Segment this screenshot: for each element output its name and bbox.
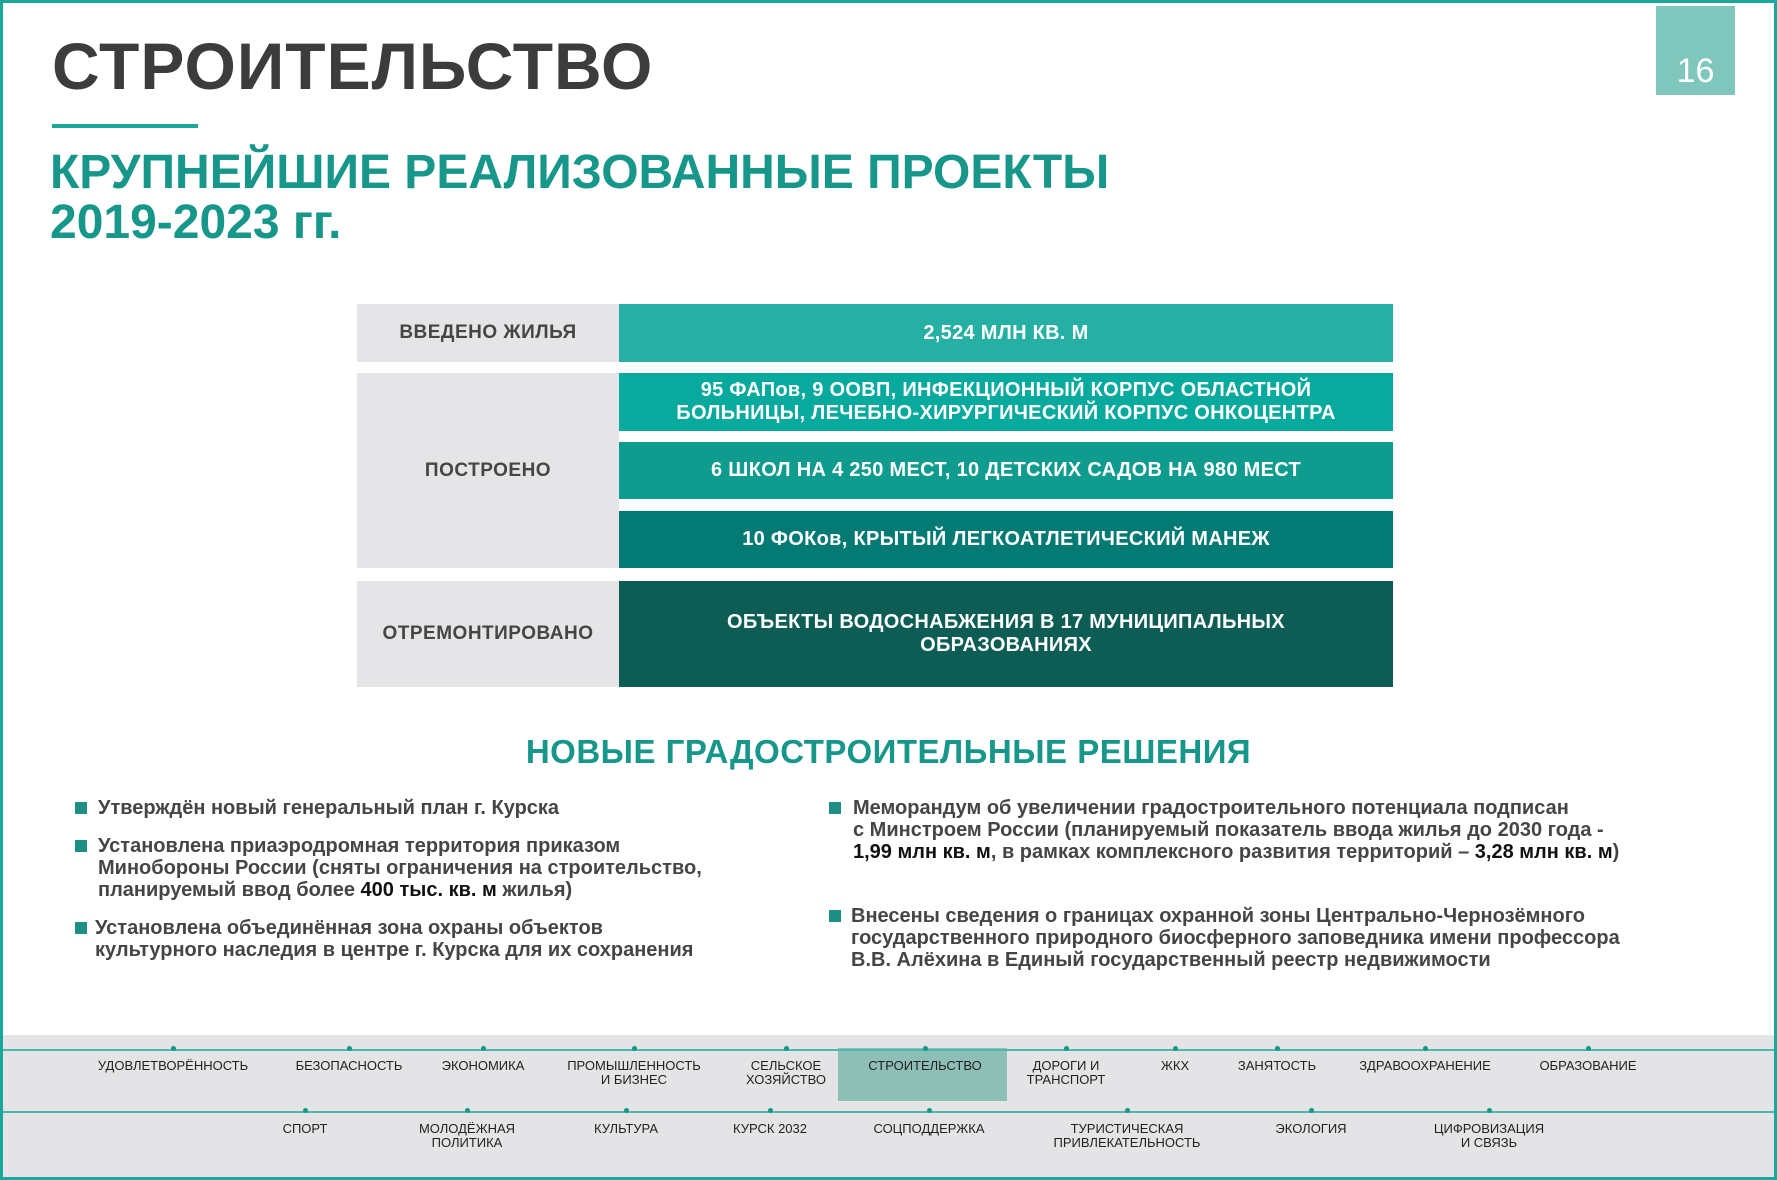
nav-dot <box>1275 1046 1280 1051</box>
nav-item-bottom-0[interactable]: СПОРТ <box>282 1121 328 1136</box>
right-bullet-list <box>829 797 1769 971</box>
nav-item-bottom-4[interactable]: СОЦПОДДЕРЖКА <box>873 1121 985 1136</box>
nav-dot <box>927 1108 932 1113</box>
bullet-square-icon <box>829 910 841 922</box>
row-label-housing: ВВЕДЕНО ЖИЛЬЯ <box>357 304 619 362</box>
nav-item-bottom-3[interactable]: КУРСК 2032 <box>733 1121 807 1136</box>
bullet-square-icon <box>75 802 87 814</box>
bullet-square-icon <box>75 840 87 852</box>
nav-line-bottom <box>3 1111 1774 1113</box>
medical-line-2: БОЛЬНИЦЫ, ЛЕЧЕБНО-ХИРУРГИЧЕСКИЙ КОРПУС ОНКОЦЕНТРА <box>676 402 1336 424</box>
nav-dot <box>1423 1046 1428 1051</box>
nav-item-bottom-6[interactable]: ЭКОЛОГИЯ <box>1275 1121 1347 1136</box>
row-value-medical <box>619 373 1393 431</box>
nav-line-top <box>3 1049 1774 1051</box>
bullet-square-icon <box>829 802 841 814</box>
nav-item-top-0[interactable]: УДОВЛЕТВОРЁННОСТЬ <box>97 1058 249 1073</box>
row-value-housing: 2,524 МЛН КВ. М <box>619 304 1393 362</box>
repaired-line-1: ОБЪЕКТЫ ВОДОСНАБЖЕНИЯ В 17 МУНИЦИПАЛЬНЫХ <box>727 611 1285 633</box>
bullet-general-plan: Утверждён новый генеральный план г. Курска <box>75 797 815 819</box>
nav-dot <box>171 1046 176 1051</box>
bullet-aerodrome: Установлена приаэродромная территория приказом Минобороны России (сняты ограничения на строительство, планируемый ввод более 400 тыс. кв. м жилья) <box>75 835 815 901</box>
title-underline <box>52 124 198 128</box>
nav-item-top-7[interactable]: ЖКХ <box>1160 1058 1190 1073</box>
nav-dot <box>1173 1046 1178 1051</box>
nav-item-top-2[interactable]: ЭКОНОМИКА <box>441 1058 525 1073</box>
nav-dot <box>347 1046 352 1051</box>
nav-item-bottom-5[interactable]: ТУРИСТИЧЕСКАЯ ПРИВЛЕКАТЕЛЬНОСТЬ <box>1053 1121 1201 1150</box>
nav-dot <box>1064 1046 1069 1051</box>
nav-item-top-4[interactable]: СЕЛЬСКОЕ ХОЗЯЙСТВО <box>745 1058 827 1087</box>
nav-item-bottom-7[interactable]: ЦИФРОВИЗАЦИЯ И СВЯЗЬ <box>1433 1121 1545 1150</box>
nav-item-top-3[interactable]: ПРОМЫШЛЕННОСТЬ И БИЗНЕС <box>567 1058 701 1087</box>
nav-dot <box>465 1108 470 1113</box>
bullet-reserve-zone: Внесены сведения о границах охранной зоны Центрально-Чернозёмного государственного природного биосферного заповедника имени профессора В.В. Алёхина в Единый государственный реестр недвижимости <box>829 905 1769 971</box>
medical-line-1: 95 ФАПов, 9 ООВП, ИНФЕКЦИОННЫЙ КОРПУС ОБЛАСТНОЙ <box>700 379 1312 401</box>
nav-dot <box>632 1046 637 1051</box>
section-heading: НОВЫЕ ГРАДОСТРОИТЕЛЬНЫЕ РЕШЕНИЯ <box>525 733 1252 770</box>
nav-dot <box>1487 1108 1492 1113</box>
nav-item-top-10[interactable]: ОБРАЗОВАНИЕ <box>1539 1058 1637 1073</box>
nav-dot <box>923 1046 928 1051</box>
bullet-square-icon <box>75 922 87 934</box>
nav-dot <box>624 1108 629 1113</box>
nav-dot <box>481 1046 486 1051</box>
nav-dot <box>1125 1108 1130 1113</box>
page-title: СТРОИТЕЛЬСТВО <box>52 29 654 103</box>
row-label-built: ПОСТРОЕНО <box>357 373 619 568</box>
repaired-line-2: ОБРАЗОВАНИЯХ <box>920 634 1092 656</box>
nav-item-top-1[interactable]: БЕЗОПАСНОСТЬ <box>295 1058 403 1073</box>
nav-dot <box>784 1046 789 1051</box>
nav-dot <box>1309 1108 1314 1113</box>
nav-item-bottom-2[interactable]: КУЛЬТУРА <box>594 1121 658 1136</box>
row-value-repaired <box>619 581 1393 687</box>
subtitle-line-2: 2019-2023 гг. <box>50 195 342 249</box>
nav-dot <box>768 1108 773 1113</box>
nav-item-top-6[interactable]: ДОРОГИ И ТРАНСПОРТ <box>1026 1058 1106 1087</box>
row-value-schools: 6 ШКОЛ НА 4 250 МЕСТ, 10 ДЕТСКИХ САДОВ НА 980 МЕСТ <box>619 442 1393 499</box>
row-label-repaired: ОТРЕМОНТИРОВАНО <box>357 581 619 687</box>
subtitle <box>50 148 1109 248</box>
page-number: 16 <box>1656 6 1735 95</box>
nav-item-top-9[interactable]: ЗДРАВООХРАНЕНИЕ <box>1359 1058 1491 1073</box>
subtitle-line-1: КРУПНЕЙШИЕ РЕАЛИЗОВАННЫЕ ПРОЕКТЫ <box>50 146 1110 199</box>
left-bullet-list <box>75 797 815 961</box>
nav-dot <box>303 1108 308 1113</box>
nav-item-top-8[interactable]: ЗАНЯТОСТЬ <box>1237 1058 1317 1073</box>
nav-active-highlight <box>838 1048 1007 1101</box>
row-value-sports: 10 ФОКов, КРЫТЫЙ ЛЕГКОАТЛЕТИЧЕСКИЙ МАНЕЖ <box>619 511 1393 568</box>
bullet-memorandum: Меморандум об увеличении градостроительного потенциала подписан с Минстроем России (планируемый показатель ввода жилья до 2030 года - 1,99 млн кв. м, в рамках комплексного развития территорий – 3,28 млн кв. м) <box>829 797 1769 863</box>
bullet-heritage-zone: Установлена объединённая зона охраны объектов культурного наследия в центре г. Курска для их сохранения <box>75 917 815 961</box>
nav-dot <box>1586 1046 1591 1051</box>
nav-item-top-5[interactable]: СТРОИТЕЛЬСТВО <box>868 1058 982 1073</box>
nav-item-bottom-1[interactable]: МОЛОДЁЖНАЯ ПОЛИТИКА <box>418 1121 516 1150</box>
